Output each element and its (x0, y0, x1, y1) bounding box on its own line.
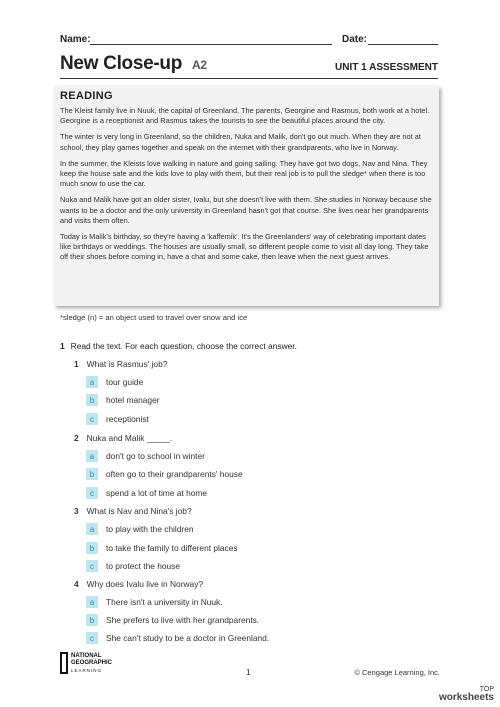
answer-option[interactable] (86, 450, 205, 462)
name-label: Name: (60, 34, 91, 45)
course-title: New Close-up (60, 53, 183, 74)
option-text: receptionist (106, 414, 149, 424)
page-title (60, 53, 207, 75)
question-2 (74, 433, 172, 443)
option-text: She prefers to live with her grandparents. (106, 615, 260, 625)
option-text: There isn't a university in Nuuk. (106, 597, 223, 607)
option-text: tour guide (106, 377, 144, 387)
option-text: spend a lot of time at home (106, 488, 208, 498)
answer-option[interactable] (86, 468, 243, 480)
question-number: 3 (74, 506, 79, 516)
reading-paragraph: In the summer, the Kleists love walking in nature and going sailing. They have got two dogs, Nav and Nina. They keep the house safe and the kids love to play with them, but their real job is to pull the sledge* when there is too much snow to use the car. (60, 158, 428, 189)
question-text: Nuka and Malik _____. (86, 433, 173, 443)
option-letter[interactable]: b (86, 468, 98, 480)
option-letter[interactable]: a (86, 523, 98, 535)
question-text: What is Nav and Nina's job? (86, 506, 192, 516)
option-text: to protect the house (106, 561, 181, 571)
answer-option[interactable] (86, 632, 269, 644)
reading-paragraph: The winter is very long in Greenland, so the children, Nuka and Malik, don't go out much. When they are not at school, they play games together and speak on the internet with their grandparents, who live in Norway. (60, 132, 421, 152)
answer-option[interactable] (86, 614, 259, 626)
logo-line: GEOGRAPHIC (70, 659, 112, 666)
answer-option[interactable] (86, 487, 207, 499)
option-text: to play with the children (106, 524, 194, 534)
option-letter[interactable]: c (86, 632, 98, 644)
option-letter[interactable]: a (86, 596, 98, 608)
question-number: 1 (74, 359, 79, 369)
question-text: Why does Ivalu live in Norway? (86, 579, 204, 589)
answer-option[interactable] (86, 523, 194, 535)
option-letter[interactable]: c (86, 413, 98, 425)
answer-option[interactable] (86, 413, 149, 425)
question-3 (74, 506, 192, 516)
logo-line: NATIONAL (70, 652, 102, 659)
option-letter[interactable]: b (86, 394, 98, 406)
option-text: don't go to school in winter (106, 451, 205, 461)
option-letter[interactable]: a (86, 450, 98, 462)
answer-option[interactable] (86, 542, 238, 554)
reading-paragraph: Today is Malik's birthday, so they're having a 'kaffemik'. It's the Greenlanders' way of celebrating important dates like birthdays or weddings. The houses are usually small, so different people come to visit all day long. They take off their shoes before coming in, have a chat and some cake, then leave when the next guest arrives. (60, 232, 429, 262)
date-label: Date: (342, 34, 368, 45)
answer-option[interactable] (86, 596, 223, 608)
date-field[interactable] (368, 44, 438, 45)
option-text: to take the family to different places (106, 543, 238, 553)
topworksheets-logo[interactable] (439, 686, 494, 702)
option-letter[interactable]: c (86, 560, 98, 572)
exercise-instruction (60, 341, 297, 351)
unit-label: UNIT 1 ASSESSMENT (335, 62, 438, 73)
page-number: 1 (246, 668, 251, 677)
national-geographic-logo (60, 649, 112, 677)
brand-bottom: worksheets (438, 692, 494, 703)
answer-option[interactable] (86, 394, 160, 406)
reading-heading: READING (60, 90, 113, 102)
yellow-frame-icon (60, 652, 68, 674)
question-text: What is Rasmus' job? (86, 359, 168, 369)
option-letter[interactable]: b (86, 542, 98, 554)
reading-paragraph: Nuka and Malik have got an older sister, Ivalu, but she doesn't live with them. She studies in Norway because she wants to be a doctor and the only university in Greenland hasn't got that course. She lives near her grandparents and visits them often. (60, 195, 432, 225)
question-1 (74, 359, 167, 369)
name-field[interactable] (90, 44, 332, 45)
brand-top: TOP (479, 686, 494, 693)
answer-option[interactable] (86, 376, 143, 388)
option-text: hotel manager (106, 395, 160, 405)
question-number: 2 (74, 433, 79, 443)
exercise-number: 1 (60, 341, 65, 351)
question-number: 4 (74, 579, 79, 589)
question-4 (74, 579, 203, 589)
answer-option[interactable] (86, 560, 180, 572)
logo-line: LEARNING (70, 667, 102, 673)
option-letter[interactable]: b (86, 614, 98, 626)
header-divider (60, 78, 438, 79)
level-badge: A2 (192, 58, 207, 72)
option-letter[interactable]: a (86, 376, 98, 388)
option-text: often go to their grandparents' house (106, 469, 243, 479)
footnote: *sledge (n) = an object used to travel over snow and ice (60, 313, 248, 322)
reading-paragraph: The Kleist family live in Nuuk, the capital of Greenland. The parents, Georgine and Rasmus, both work at a hotel. Georgine is a receptionist and Rasmus takes the tourists to see the beautiful places around the city. (60, 106, 430, 126)
instruction-text: Read the text. For each question, choose the correct answer. (70, 341, 297, 351)
reading-box (54, 86, 439, 306)
copyright: © Cengage Learning, Inc. (354, 668, 440, 677)
option-text: She can't study to be a doctor in Greenland. (106, 633, 270, 643)
option-letter[interactable]: c (86, 487, 98, 499)
